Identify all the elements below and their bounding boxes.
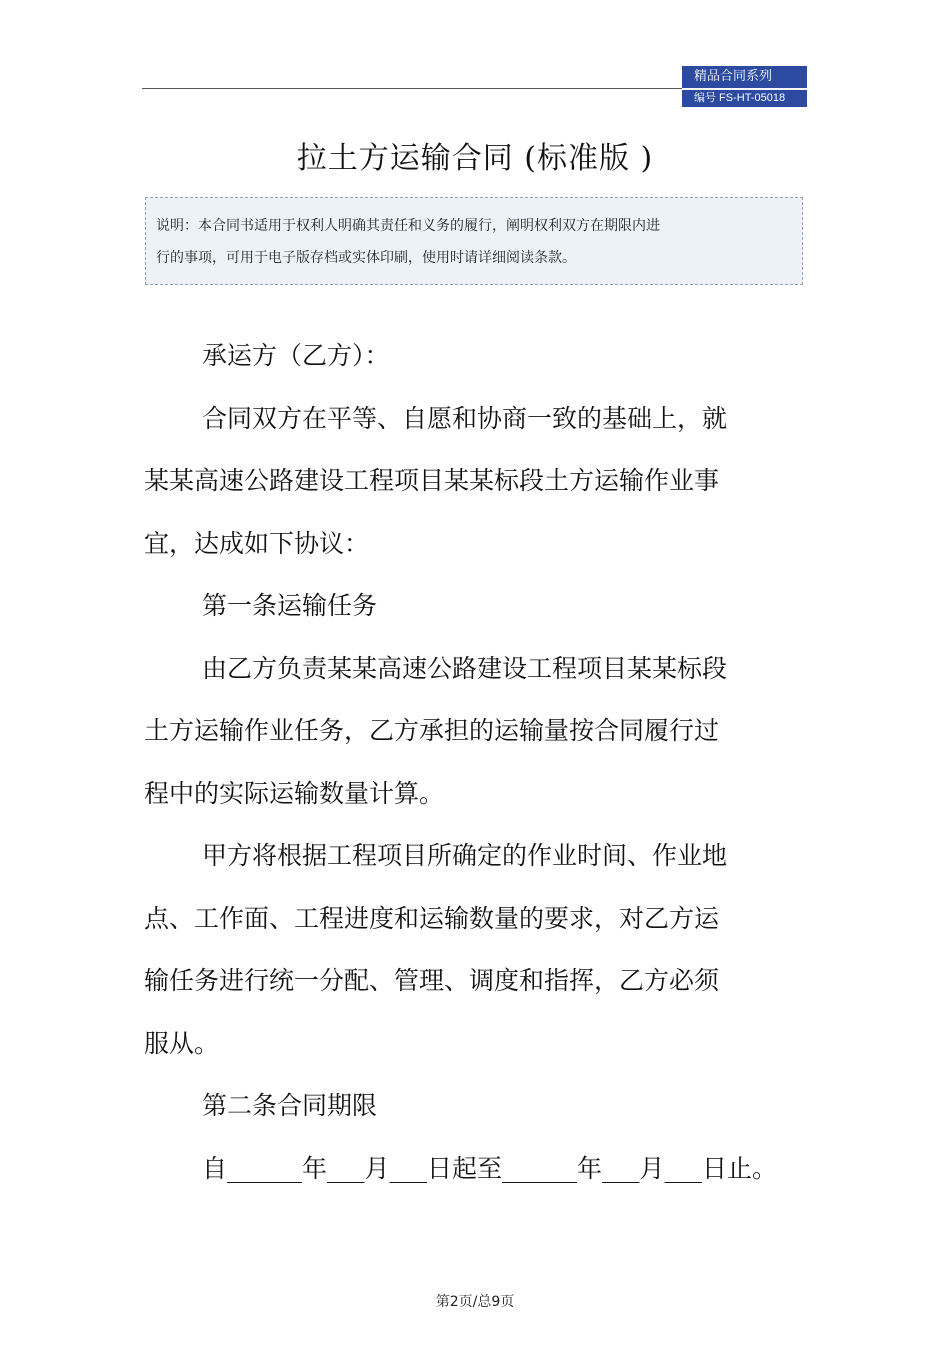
- header-rule: [142, 88, 682, 89]
- body-line: 土方运输作业任务，乙方承担的运输量按合同履行过: [144, 716, 720, 745]
- body-line: 合同双方在平等、自愿和协商一致的基础上，就: [202, 403, 728, 433]
- contract-body: [144, 325, 824, 1200]
- series-badge: [682, 66, 807, 107]
- description-line-1: 说明：本合同书适用于权利人明确其责任和义务的履行，阐明权利双方在期限内进: [156, 218, 660, 234]
- body-line: 输任务进行统一分配、管理、调度和指挥，乙方必须: [144, 966, 720, 995]
- party-b-line: 承运方（乙方）：: [202, 341, 390, 370]
- body-line: 程中的实际运输数量计算。: [144, 778, 445, 808]
- body-line: 某某高速公路建设工程项目某某标段土方运输作业事: [144, 466, 720, 495]
- body-line: 甲方将根据工程项目所确定的作业时间、作业地: [202, 841, 728, 870]
- page-indicator: 第2页/总9页: [435, 1294, 515, 1310]
- description-box: [145, 197, 803, 285]
- description-line-2: 行的事项，可用于电子版存档或实体印刷，使用时请详细阅读条款。: [156, 250, 576, 266]
- article-heading: 第一条运输任务: [202, 591, 378, 620]
- article-heading: 第二条合同期限: [202, 1091, 378, 1120]
- body-line: 宜，达成如下协议：: [144, 528, 370, 558]
- series-label: 精品合同系列: [682, 66, 807, 88]
- document-code: 编号 FS-HT-05018: [682, 90, 807, 107]
- body-line: 由乙方负责某某高速公路建设工程项目某某标段: [202, 653, 728, 683]
- body-line: 点、工作面、工程进度和运输数量的要求，对乙方运: [144, 903, 720, 933]
- term-line: 自______年___月___日起至______年___月___日止。: [202, 1153, 778, 1183]
- document-title: 拉土方运输合同 (标准版 ): [296, 141, 654, 176]
- body-line: 服从。: [144, 1028, 220, 1058]
